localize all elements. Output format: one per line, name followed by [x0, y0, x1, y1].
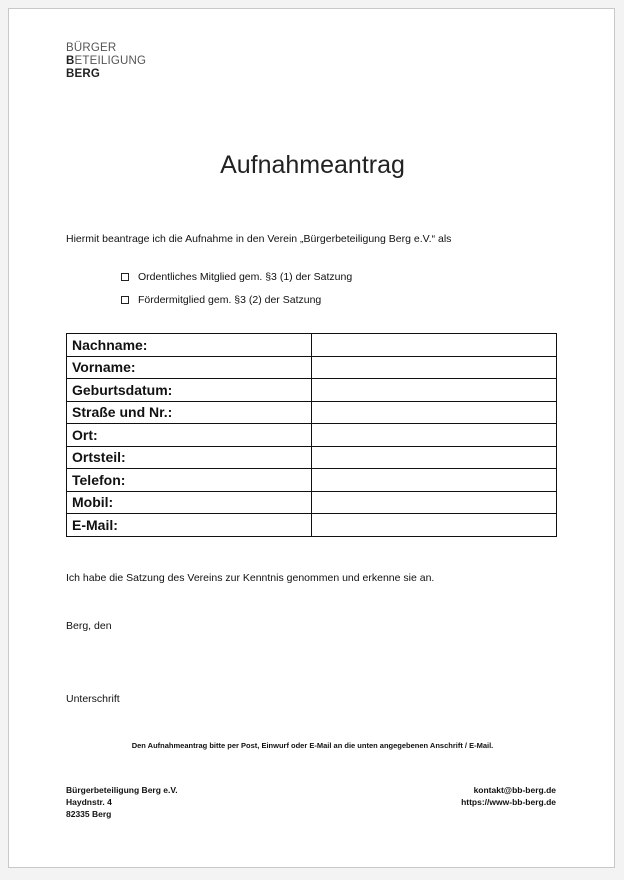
form-row [67, 401, 557, 424]
field-value[interactable] [312, 401, 557, 424]
document-page [8, 8, 615, 868]
form-row [67, 334, 557, 357]
field-value[interactable] [312, 469, 557, 492]
place-date-label: Berg, den [66, 620, 112, 632]
logo-line-2-initial: B [66, 55, 75, 67]
field-label: Straße und Nr.: [67, 401, 312, 424]
logo-line-3: BERG [66, 68, 101, 80]
field-label: Geburtsdatum: [67, 379, 312, 402]
footer-street: Haydnstr. 4 [66, 797, 112, 807]
member-form-table [66, 333, 557, 537]
form-row [67, 446, 557, 469]
field-label: E-Mail: [67, 514, 312, 537]
footer-contact [461, 784, 556, 808]
form-row [67, 514, 557, 537]
field-value[interactable] [312, 334, 557, 357]
logo-line-2-rest: ETEILIGUNG [74, 55, 147, 67]
submission-note: Den Aufnahmeantrag bitte per Post, Einwurf oder E-Mail an die unten angegebenen Anschrift / E-Mail. [131, 741, 494, 750]
form-row [67, 379, 557, 402]
logo-line-1: BÜRGER [66, 42, 117, 54]
option-label: Fördermitglied gem. §3 (2) der Satzung [138, 294, 322, 306]
field-label: Nachname: [67, 334, 312, 357]
form-row [67, 356, 557, 379]
page-title: Aufnahmeantrag [220, 151, 405, 179]
footer-org: Bürgerbeteiligung Berg e.V. [66, 785, 178, 795]
signature-label: Unterschrift [66, 693, 120, 705]
field-value[interactable] [312, 379, 557, 402]
form-row [67, 469, 557, 492]
option-supporting-member[interactable] [121, 294, 321, 306]
option-label: Ordentliches Mitglied gem. §3 (1) der Satzung [138, 271, 353, 283]
field-value[interactable] [312, 514, 557, 537]
field-value[interactable] [312, 356, 557, 379]
checkbox[interactable] [121, 273, 129, 281]
acknowledgement-text: Ich habe die Satzung des Vereins zur Kenntnis genommen und erkenne sie an. [66, 572, 435, 584]
logo-line-2 [66, 55, 146, 68]
field-label: Ort: [67, 424, 312, 447]
field-label: Mobil: [67, 491, 312, 514]
field-label: Vorname: [67, 356, 312, 379]
footer-city: 82335 Berg [66, 809, 112, 819]
logo [66, 42, 146, 81]
footer-website[interactable]: https://www-bb-berg.de [461, 797, 556, 807]
field-value[interactable] [312, 446, 557, 469]
intro-text: Hiermit beantrage ich die Aufnahme in den Verein „Bürgerbeteiligung Berg e.V.“ als [66, 233, 452, 245]
field-value[interactable] [312, 491, 557, 514]
field-label: Telefon: [67, 469, 312, 492]
form-row [67, 491, 557, 514]
field-label: Ortsteil: [67, 446, 312, 469]
footer-email[interactable]: kontakt@bb-berg.de [473, 785, 556, 795]
option-ordinary-member[interactable] [121, 271, 352, 283]
checkbox[interactable] [121, 296, 129, 304]
footer-address [66, 784, 178, 820]
field-value[interactable] [312, 424, 557, 447]
form-row [67, 424, 557, 447]
